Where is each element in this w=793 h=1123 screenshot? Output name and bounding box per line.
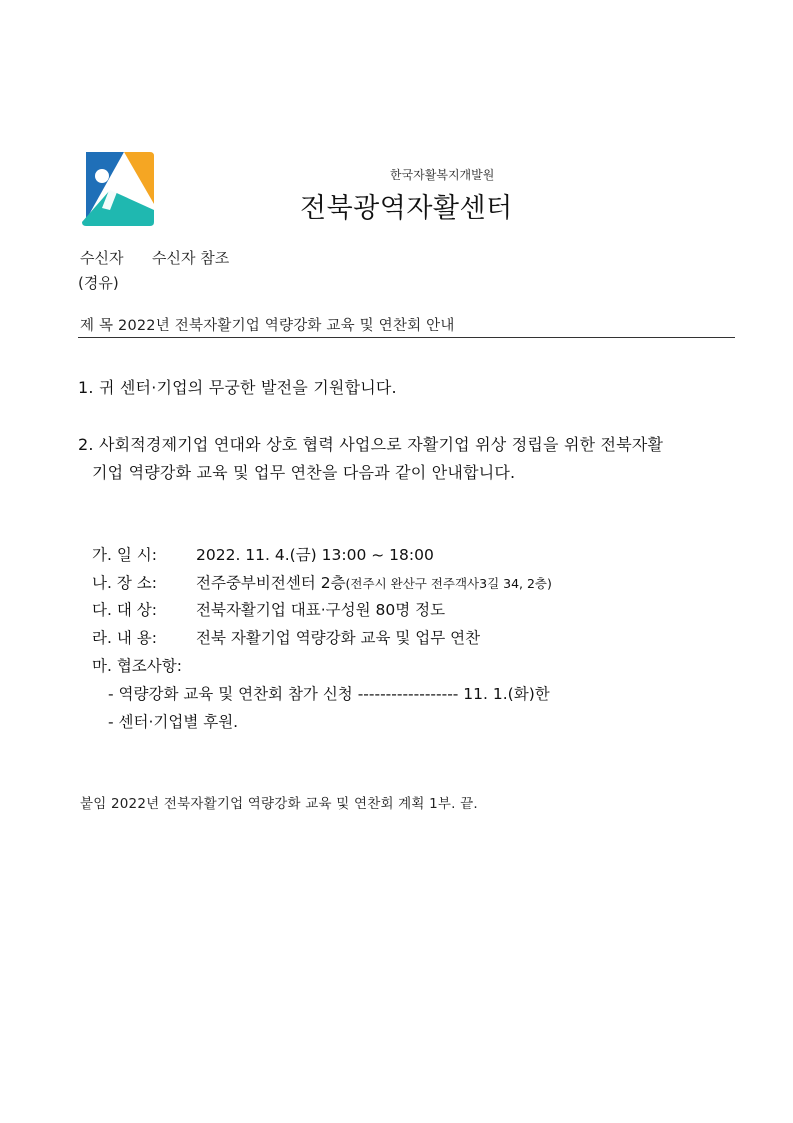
detail-cooperation-item-2: - 센터·기업별 후원. [108,713,239,731]
subject-divider [78,337,735,338]
detail-date [92,543,434,565]
detail-place-address: (전주시 완산구 전주객사3길 34, 2층) [345,576,552,591]
detail-content-value: 전북 자활기업 역량강화 교육 및 업무 연찬 [196,629,481,647]
detail-cooperation-label: 마. 협조사항: [92,657,182,675]
recipient-value: 수신자 참조 [152,249,230,267]
detail-target [92,598,445,620]
detail-place-value: 전주중부비전센터 2층 [196,574,346,592]
org-subtitle: 한국자활복지개발원 [390,168,495,182]
paragraph-2-line-1: 2. 사회적경제기업 연대와 상호 협력 사업으로 자활기업 위상 정립을 위한 전북자활 [78,435,664,454]
attachment-line: 붙임 2022년 전북자활기업 역량강화 교육 및 연찬회 계획 1부. 끝. [80,796,478,812]
subject-line: 제 목 2022년 전북자활기업 역량강화 교육 및 연찬회 안내 [80,318,455,334]
detail-cooperation-item-1: - 역량강화 교육 및 연찬회 참가 신청 ------------------ 11. 1.(화)한 [108,685,550,703]
detail-place-label: 나. 장 소: [92,574,157,592]
paragraph-2-line-2: 기업 역량강화 교육 및 업무 연찬을 다음과 같이 안내합니다. [92,463,516,482]
detail-content [92,626,480,648]
detail-date-label: 가. 일 시: [92,546,157,564]
detail-target-label: 다. 대 상: [92,601,157,619]
detail-target-value: 전북자활기업 대표·구성원 80명 정도 [196,601,446,619]
detail-date-value: 2022. 11. 4.(금) 13:00 ~ 18:00 [196,546,434,564]
recipient-label: 수신자 [80,249,124,267]
detail-content-label: 라. 내 용: [92,629,157,647]
recipient-via: (경유) [78,274,119,292]
detail-place [92,571,552,593]
org-name: 전북광역자활센터 [300,193,513,224]
center-logo [80,150,156,228]
logo-graphic [80,150,156,228]
paragraph-1: 1. 귀 센터·기업의 무궁한 발전을 기원합니다. [78,378,397,397]
